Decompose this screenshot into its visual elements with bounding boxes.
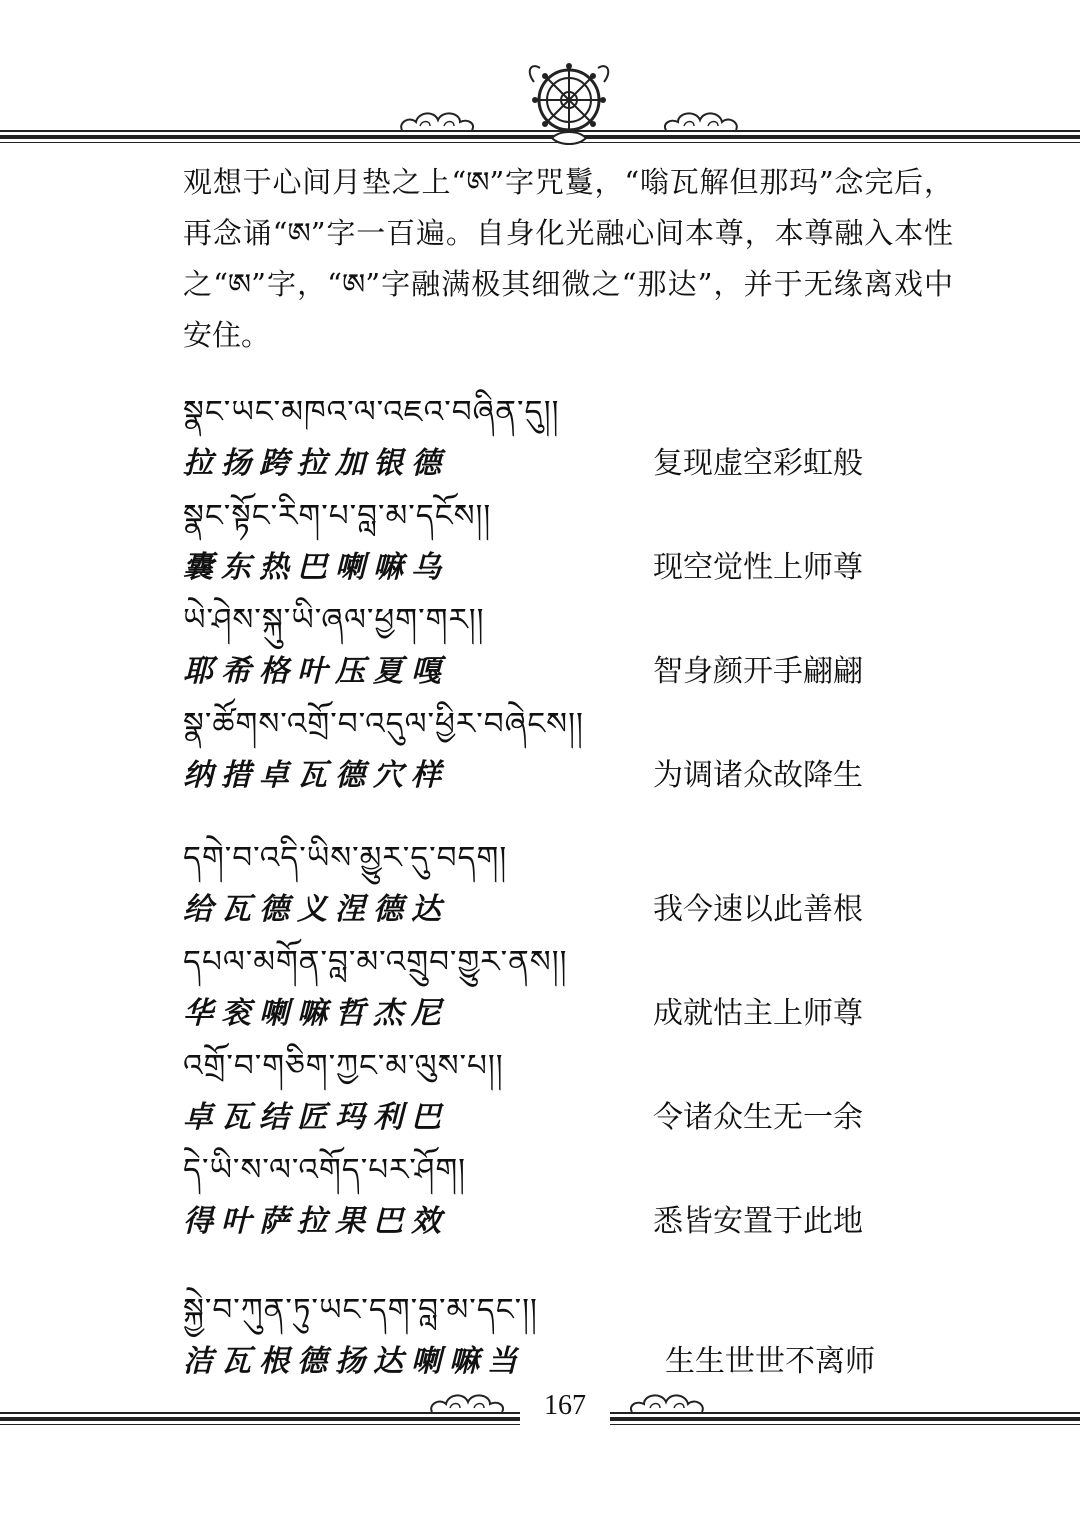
verse-line bbox=[183, 1196, 943, 1248]
tibetan-line: སྣ་ཚོགས་འགྲོ་བ་འདུལ་ཕྱིར་བཞེངས།། bbox=[183, 706, 584, 742]
transliteration: 得叶萨拉果巴效 bbox=[183, 1204, 449, 1239]
cloud-right-top-icon bbox=[660, 108, 740, 134]
verse-line bbox=[183, 1336, 943, 1388]
tibetan-line: དཔལ་མགོན་བླ་མ་འགྲུབ་གྱུར་ནས།། bbox=[183, 944, 568, 980]
verse-line bbox=[183, 750, 943, 802]
transliteration: 纳措卓瓦德穴样 bbox=[183, 758, 449, 793]
footer-rule-right bbox=[610, 1412, 1080, 1428]
chinese-meaning: 为调诸众故降生 bbox=[653, 758, 863, 793]
verse-line bbox=[183, 438, 943, 490]
footer-rule-left bbox=[0, 1412, 520, 1428]
transliteration: 耶希格叶压夏嘎 bbox=[183, 654, 449, 689]
verse-2 bbox=[183, 832, 943, 1248]
transliteration: 华衮喇嘛哲杰尼 bbox=[183, 996, 449, 1031]
transliteration: 囊东热巴喇嘛乌 bbox=[183, 550, 449, 585]
chinese-meaning: 复现虚空彩虹般 bbox=[653, 446, 863, 481]
chinese-meaning: 悉皆安置于此地 bbox=[653, 1204, 863, 1239]
tibetan-line: ཡེ་ཤེས་སྐུ་ཡི་ཞལ་ཕྱག་གར།། bbox=[183, 602, 485, 638]
transliteration: 给瓦德义涅德达 bbox=[183, 892, 449, 927]
tibetan-line: དགེ་བ་འདི་ཡིས་མྱུར་དུ་བདག། bbox=[183, 840, 508, 876]
tibetan-line: སྐྱེ་བ་ཀུན་ཏུ་ཡང་དག་བླ་མ་དང་།། bbox=[183, 1292, 538, 1328]
verse-line bbox=[183, 646, 943, 698]
tibetan-line: འགྲོ་བ་གཅིག་ཀྱང་མ་ལུས་པ།། bbox=[183, 1048, 504, 1084]
transliteration: 卓瓦结匠玛利巴 bbox=[183, 1100, 449, 1135]
verse-line bbox=[183, 542, 943, 594]
chinese-meaning: 我今速以此善根 bbox=[653, 892, 863, 927]
chinese-meaning: 成就怙主上师尊 bbox=[653, 996, 863, 1031]
tibetan-line: སྣང་སྟོང་རིག་པ་བླ་མ་དངོས།། bbox=[183, 498, 492, 534]
dharma-wheel-icon bbox=[524, 56, 614, 148]
chinese-meaning: 智身颜开手翩翩 bbox=[653, 654, 863, 689]
chinese-meaning: 现空觉性上师尊 bbox=[653, 550, 863, 585]
transliteration: 拉扬跨拉加银德 bbox=[183, 446, 449, 481]
chinese-meaning: 令诸众生无一余 bbox=[653, 1100, 863, 1135]
intro-paragraph: 观想于心间月垫之上“ཨ”字咒鬘，“嗡瓦解但那玛”念完后，再念诵“ཨ”字一百遍。自身化光融心间本尊，本尊融入本性之“ཨ”字，“ཨ”字融满极其细微之“那达”，并于无缘离戏中安住。 bbox=[183, 165, 953, 352]
transliteration: 洁瓦根德扬达喇嘛当 bbox=[183, 1344, 525, 1379]
verse-line bbox=[183, 884, 943, 936]
verse-1 bbox=[183, 386, 943, 802]
verse-line bbox=[183, 988, 943, 1040]
cloud-left-top-icon bbox=[398, 108, 478, 134]
chinese-meaning: 生生世世不离师 bbox=[665, 1344, 875, 1379]
tibetan-line: དེ་ཡི་ས་ལ་འགོད་པར་ཤོག། bbox=[183, 1152, 467, 1188]
page-number: 167 bbox=[544, 1390, 586, 1421]
verse-line bbox=[183, 1092, 943, 1144]
tibetan-line: སྣང་ཡང་མཁའ་ལ་འཇའ་བཞིན་དུ།། bbox=[183, 394, 560, 430]
verse-3 bbox=[183, 1284, 943, 1388]
